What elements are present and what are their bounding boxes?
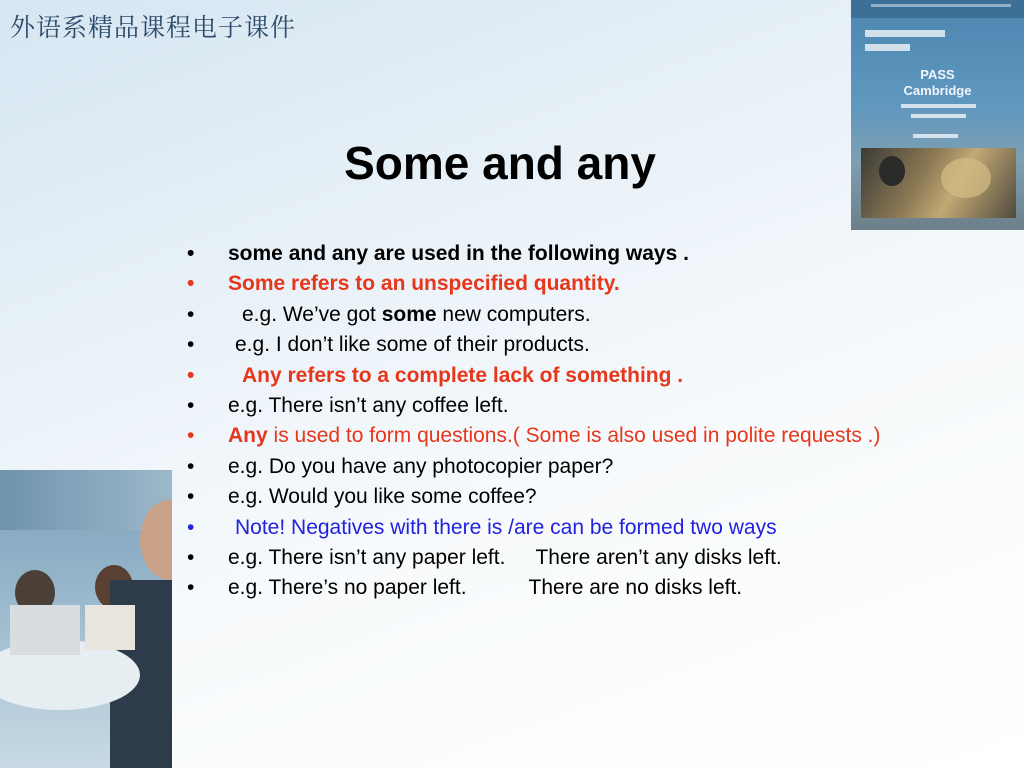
course-header-title: 外语系精品课程电子课件 [10, 13, 297, 42]
book-cambridge-text: Cambridge [903, 83, 972, 98]
book-subtitle-line [865, 44, 910, 51]
bullet-text-right: There aren’t any disks left. [535, 545, 782, 569]
book-title-line [865, 30, 945, 37]
book-band-text [871, 4, 1011, 7]
book-top-band [851, 0, 1024, 18]
bullet-text: e.g. We’ve got [242, 302, 382, 326]
bullet-item [187, 364, 927, 387]
bullet-text-tail: new computers. [436, 302, 591, 326]
bullet-emphasis: some [381, 302, 437, 326]
bullet-text: e.g. I don’t like some of their products. [235, 333, 590, 357]
meeting-person-2-shirt [85, 605, 135, 650]
bullet-text: e.g. Would you like some coffee? [228, 485, 537, 509]
bullet-item [187, 394, 927, 417]
bullet-item [187, 455, 927, 478]
bullet-item [187, 242, 927, 265]
bullet-text: some and any are used in the following ways . [228, 242, 689, 265]
bullet-item [187, 546, 927, 569]
bullet-text-right: There are no disks left. [528, 576, 743, 600]
meeting-person-1-shirt [10, 605, 80, 655]
bullet-text: Some refers to an unspecified quantity. [228, 272, 620, 296]
bullet-text: e.g. There isn’t any paper left. [228, 545, 506, 569]
bullet-text: Any refers to a complete lack of something . [242, 363, 684, 387]
bullet-text: Note! Negatives with there is /are can be formed two ways [235, 515, 777, 539]
bullet-item [187, 333, 927, 356]
bullet-item [187, 576, 927, 599]
bullet-item [187, 303, 927, 326]
bullet-text: e.g. There’s no paper left. [228, 576, 467, 600]
bullet-item [187, 516, 927, 539]
book-cover-image [851, 0, 1024, 230]
slide-title: Some and any [344, 137, 656, 189]
bullet-item [187, 272, 927, 295]
bullet-emphasis: Any [228, 424, 268, 448]
bullet-item [187, 485, 927, 508]
book-line-2 [911, 114, 966, 118]
bullet-text: e.g. There isn’t any coffee left. [228, 393, 509, 417]
bullet-list [187, 242, 927, 607]
meeting-photo [0, 470, 172, 768]
book-pass-text: PASS [920, 67, 955, 82]
bullet-item [187, 424, 927, 447]
bullet-text: e.g. Do you have any photocopier paper? [228, 454, 614, 478]
book-line-1 [901, 104, 976, 108]
bullet-text: is used to form questions.( Some is also used in polite requests .) [267, 424, 881, 448]
